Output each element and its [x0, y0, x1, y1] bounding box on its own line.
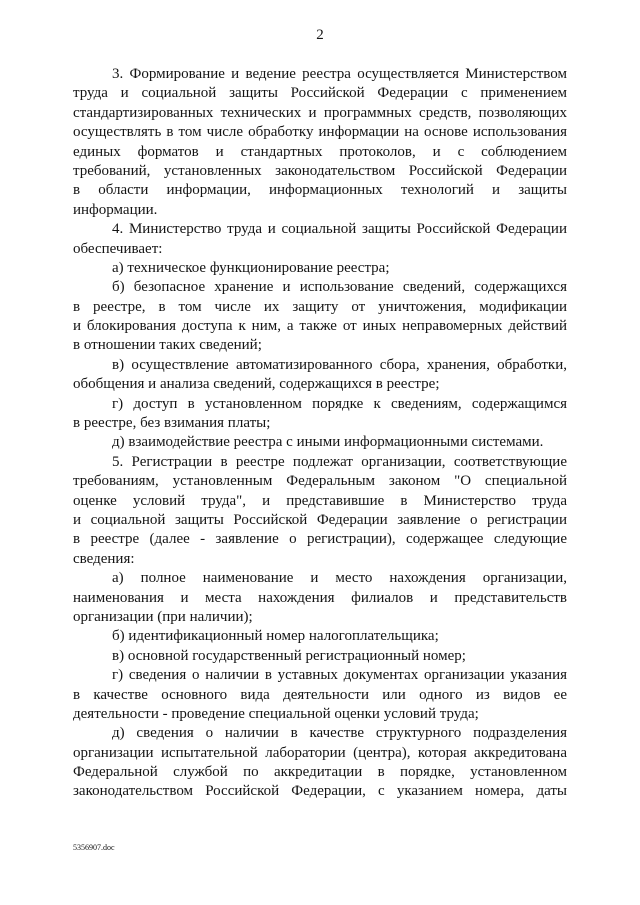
text-line: единых форматов и стандартных протоколов, и с соблюдением: [73, 143, 567, 160]
text-line: 3. Формирование и ведение реестра осуществляется Министерством: [112, 66, 567, 82]
paragraph-3: [73, 65, 567, 220]
text-line: в качестве основного вида деятельности или одного из видов ее: [73, 686, 567, 703]
list-item-4-b: [73, 278, 567, 356]
text-line: б) идентификационный номер налогоплательщика;: [112, 628, 439, 645]
text-line: в реестре, в том числе их защиту от уничтожения, модификации: [73, 298, 567, 315]
text-line: 4. Министерство труда и социальной защиты Российской Федерации: [112, 221, 567, 238]
text-line: а) техническое функционирование реестра;: [112, 259, 390, 276]
list-item-5-d: [73, 724, 567, 802]
text-line: в) основной государственный регистрационный номер;: [112, 647, 466, 664]
list-item-5-g: [73, 666, 567, 724]
text-line: оценке условий труда", и представившие в Министерство труда: [73, 492, 567, 509]
text-line: в реестре (далее - заявление о регистрации), содержащее следующие: [73, 531, 567, 548]
text-line: Федеральной службой по аккредитации в порядке, установленном: [73, 764, 567, 781]
page-number: 2: [316, 27, 324, 43]
text-line: стандартизированных технических и программных средств, позволяющих: [73, 104, 567, 121]
paragraph-5: [73, 453, 567, 569]
text-line: наименования и места нахождения филиалов и представительств: [73, 589, 567, 606]
list-item-5-v: [73, 647, 567, 666]
list-item-5-b: [73, 627, 567, 646]
list-item-4-a: [73, 259, 567, 278]
text-line: в области информации, информационных технологий и защиты: [73, 182, 567, 199]
text-line: обобщения и анализа сведений, содержащихся в реестре;: [73, 376, 440, 393]
paragraph-4: [73, 220, 567, 259]
text-line: и блокирования доступа к ним, а также от иных неправомерных действий: [73, 318, 567, 335]
text-line: организации испытательной лаборатории (центра), которая аккредитована: [73, 744, 567, 761]
text-line: д) сведения о наличии в качестве структурного подразделения: [112, 725, 567, 742]
list-item-4-g: [73, 395, 567, 434]
text-line: в реестре, без взимания платы;: [73, 415, 271, 432]
file-name-footer: 5356907.doc: [73, 843, 115, 852]
text-line: сведения:: [73, 550, 135, 567]
text-line: организации (при наличии);: [73, 608, 253, 625]
list-item-4-v: [73, 356, 567, 395]
text-line: законодательством Российской Федерации, с указанием номера, даты: [73, 783, 567, 800]
text-line: 5. Регистрации в реестре подлежат организации, соответствующие: [112, 453, 567, 470]
text-line: информации.: [73, 201, 158, 218]
text-line: б) безопасное хранение и использование сведений, содержащихся: [112, 279, 567, 296]
text-line: в отношении таких сведений;: [73, 337, 262, 354]
text-line: а) полное наименование и место нахождения организации,: [112, 570, 567, 587]
text-line: требованиям, установленным Федеральным законом "О специальной: [73, 473, 567, 490]
text-line: требований, установленных законодательством Российской Федерации: [73, 162, 567, 179]
text-line: осуществлять в том числе обработку информации на основе использования: [73, 124, 567, 141]
text-line: и социальной защиты Российской Федерации заявление о регистрации: [73, 511, 567, 528]
list-item-5-a: [73, 569, 567, 627]
text-line: г) сведения о наличии в уставных документах организации указания: [112, 667, 567, 684]
list-item-4-d: [73, 433, 567, 452]
document-body: [73, 65, 567, 802]
text-line: обеспечивает:: [73, 240, 163, 257]
text-line: д) взаимодействие реестра с иными информационными системами.: [112, 434, 544, 451]
text-line: в) осуществление автоматизированного сбора, хранения, обработки,: [112, 356, 567, 373]
text-line: деятельности - проведение специальной оценки условий труда;: [73, 705, 479, 722]
text-line: труда и социальной защиты Российской Федерации с применением: [73, 85, 567, 102]
text-line: г) доступ в установленном порядке к сведениям, содержащимся: [112, 395, 567, 412]
